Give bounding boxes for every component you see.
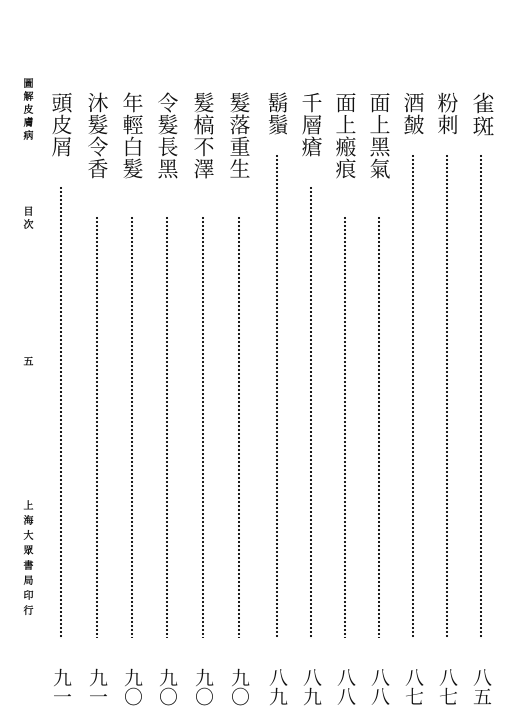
toc-entry[interactable] bbox=[188, 92, 218, 706]
toc-entry[interactable] bbox=[398, 92, 428, 706]
running-section-label: 目次 bbox=[21, 206, 32, 232]
page-number: 五 bbox=[21, 356, 32, 369]
toc-entry-page: 八七 bbox=[436, 668, 458, 706]
dot-leader bbox=[237, 216, 241, 638]
toc-entry[interactable] bbox=[296, 92, 326, 706]
toc-entry[interactable] bbox=[466, 92, 496, 706]
dot-leader bbox=[445, 154, 449, 638]
dot-leader bbox=[479, 154, 483, 638]
toc-entry-title: 頭皮屑 bbox=[49, 92, 73, 158]
dot-leader bbox=[343, 216, 347, 638]
toc-entry-title: 千層瘡 bbox=[299, 92, 323, 158]
toc-entry-title: 酒皶 bbox=[401, 92, 425, 136]
toc-entry-title: 髮落重生 bbox=[227, 92, 251, 180]
dot-leader bbox=[59, 186, 63, 638]
toc-entry[interactable] bbox=[432, 92, 462, 706]
dot-leader bbox=[377, 216, 381, 638]
dot-leader bbox=[411, 154, 415, 638]
toc-entry[interactable] bbox=[364, 92, 394, 706]
dot-leader bbox=[130, 216, 134, 638]
toc-entry-page: 八八 bbox=[368, 668, 390, 706]
toc-entry[interactable] bbox=[117, 92, 147, 706]
dot-leader bbox=[309, 186, 313, 638]
toc-entry-page: 九〇 bbox=[192, 668, 214, 706]
toc-entry-page: 八五 bbox=[470, 668, 492, 706]
toc-entry-title: 沐髮令香 bbox=[85, 92, 109, 180]
toc-entry-title: 髮槁不澤 bbox=[191, 92, 215, 180]
dot-leader bbox=[165, 216, 169, 638]
toc-entry-page: 八七 bbox=[402, 668, 424, 706]
toc-entry[interactable] bbox=[82, 92, 112, 706]
toc-entry-title: 面上瘢痕 bbox=[333, 92, 357, 180]
toc-entry-page: 八八 bbox=[334, 668, 356, 706]
toc-entry-page: 九〇 bbox=[228, 668, 250, 706]
dot-leader bbox=[201, 216, 205, 638]
toc-entry[interactable] bbox=[46, 92, 76, 706]
toc-entry-title: 令髮長黑 bbox=[155, 92, 179, 180]
toc-entry-title: 鬍鬚 bbox=[265, 92, 289, 136]
toc-entry[interactable] bbox=[152, 92, 182, 706]
dot-leader bbox=[275, 154, 279, 638]
toc-entry-page: 八九 bbox=[300, 668, 322, 706]
running-book-title: 圖解皮膚病 bbox=[21, 78, 32, 143]
toc-entry[interactable] bbox=[262, 92, 292, 706]
toc-entry-page: 九一 bbox=[86, 668, 108, 706]
toc-entry-page: 九一 bbox=[50, 668, 72, 706]
toc-entry-title: 面上黑氣 bbox=[367, 92, 391, 180]
toc-entry[interactable] bbox=[224, 92, 254, 706]
toc-entry-page: 九〇 bbox=[156, 668, 178, 706]
toc-entry[interactable] bbox=[330, 92, 360, 706]
toc-entry-page: 八九 bbox=[266, 668, 288, 706]
toc-entry-title: 粉刺 bbox=[435, 92, 459, 136]
publisher-imprint: 上海大眾書局印行 bbox=[21, 500, 32, 620]
toc-entry-title: 年輕白髮 bbox=[120, 92, 144, 180]
dot-leader bbox=[95, 216, 99, 638]
toc-entry-page: 九〇 bbox=[121, 668, 143, 706]
toc-entry-title: 雀斑 bbox=[469, 92, 494, 138]
